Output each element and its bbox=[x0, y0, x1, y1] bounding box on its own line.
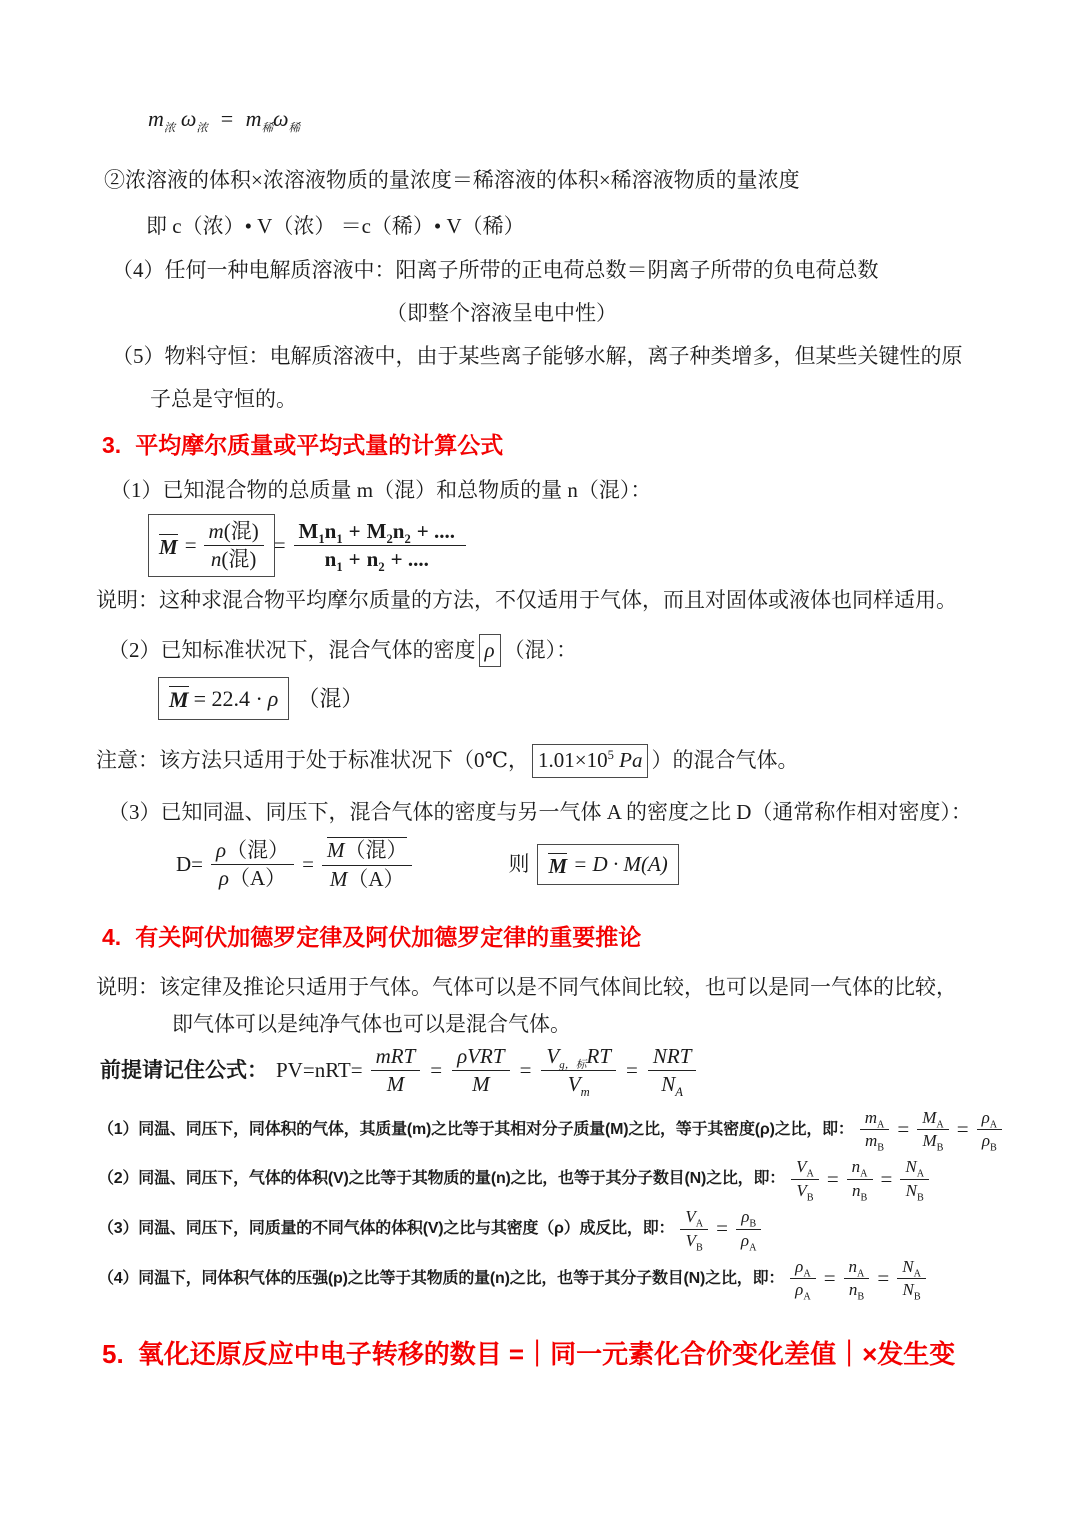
rhovrt-over-m-fraction bbox=[452, 1044, 509, 1097]
den-sub: B bbox=[806, 1192, 814, 1204]
note2-text-pre: 注意：该方法只适用于处于标准状况下（0℃， bbox=[96, 748, 529, 773]
equals-sign: = bbox=[716, 1216, 728, 1241]
den-base: ρ bbox=[740, 1230, 750, 1250]
charge-balance-note: （即整个溶液呈电中性） bbox=[386, 300, 617, 325]
num-base: ρ bbox=[981, 1107, 990, 1127]
num-hun: （混） bbox=[344, 838, 408, 863]
den-N: N bbox=[661, 1072, 676, 1097]
section4-number: 4. bbox=[102, 923, 122, 950]
den-base: m bbox=[865, 1131, 878, 1151]
den-base: n bbox=[851, 1180, 861, 1200]
mass-conservation-line1: （5）物料守恒：电解质溶液中，由于某些离子能够水解，离子种类增多，但某些关键性的原 bbox=[112, 344, 963, 368]
std-density-formula bbox=[158, 677, 1022, 720]
mass-conservation-line2: 子总是守恒的。 bbox=[150, 386, 297, 411]
section3-title: 平均摩尔质量或平均式量的计算公式 bbox=[135, 432, 504, 458]
frac-den: M bbox=[472, 1072, 490, 1097]
pressure-boxed-value bbox=[532, 744, 648, 778]
num-base: V bbox=[685, 1207, 696, 1227]
formula-w1: ω bbox=[180, 106, 197, 131]
den-n1: n bbox=[324, 547, 337, 572]
num-sub: A bbox=[916, 1168, 925, 1180]
formula-equals: = bbox=[219, 106, 235, 131]
den-sub: B bbox=[696, 1241, 703, 1253]
avogadro-corollary-1 bbox=[98, 1108, 1022, 1152]
frac-num: mRT bbox=[371, 1044, 421, 1071]
avogadro-corollary-2 bbox=[98, 1157, 1022, 1204]
formula-w2-sub: 稀 bbox=[288, 122, 300, 135]
num-mbar-hun bbox=[327, 837, 408, 861]
equals-sign: = bbox=[519, 1058, 532, 1083]
num-base: m bbox=[864, 1107, 878, 1127]
corollary-text: （3）同温、同压下，同质量的不同气体的体积(V)之比与其密度（ρ）成反比，即： bbox=[98, 1220, 675, 1238]
avogadro-corollary-4 bbox=[98, 1257, 1022, 1301]
ratio-fraction bbox=[844, 1257, 870, 1301]
plus-dots: + .... bbox=[390, 547, 429, 572]
den-N-sub: A bbox=[675, 1085, 683, 1100]
section5-heading bbox=[102, 1335, 1022, 1374]
molar-mass-ratio-fraction bbox=[322, 837, 413, 891]
num-M: M bbox=[326, 838, 345, 863]
plus-sign: + bbox=[348, 519, 361, 543]
frac-den-hun: (混) bbox=[221, 547, 257, 572]
equals-sign: = bbox=[273, 532, 286, 557]
section3-item2 bbox=[108, 634, 1022, 668]
den-sub: B bbox=[860, 1192, 868, 1204]
mass-fraction-formula bbox=[148, 102, 1022, 135]
m-bar-symbol: M bbox=[159, 534, 178, 559]
frac-den: M bbox=[386, 1072, 405, 1097]
section3-note1: 说明：这种求混合物平均摩尔质量的方法，不仅适用于气体，而且对固体或液体也同样适用。 bbox=[96, 588, 957, 613]
den-rho: ρ bbox=[218, 866, 230, 891]
num-sub: A bbox=[877, 1119, 885, 1131]
conclusion-box bbox=[537, 844, 678, 886]
den-A: （A） bbox=[347, 866, 405, 891]
num-hun: （混） bbox=[226, 837, 290, 862]
equals-sign: = bbox=[823, 1266, 836, 1291]
num-sub: A bbox=[860, 1168, 868, 1180]
formula-w2: ω bbox=[273, 106, 289, 131]
equals-sign: = bbox=[184, 532, 197, 557]
corollary-text: （1）同温、同压下，同体积的气体，其质量(m)之比等于其相对分子质量(M)之比，等于其密度(ρ)之比，即： bbox=[98, 1120, 854, 1138]
then-label: 则 bbox=[508, 851, 530, 876]
ratio-fraction bbox=[897, 1257, 926, 1301]
section3-item3: （3）已知同温、同压下，混合气体的密度与另一气体 A 的密度之比 D（通常称作相对密度）： bbox=[108, 799, 972, 824]
equals-value: = 22.4 · bbox=[193, 686, 263, 712]
section3-heading bbox=[102, 428, 1022, 463]
mass-over-moles-fraction bbox=[204, 519, 264, 572]
ideal-gas-formula-line bbox=[100, 1044, 1022, 1100]
m-bar-symbol: M bbox=[169, 687, 189, 713]
den-M: M bbox=[329, 866, 348, 891]
num-sub: B bbox=[749, 1218, 757, 1230]
num-base: N bbox=[905, 1157, 917, 1177]
den-sub: B bbox=[917, 1192, 924, 1204]
rho-symbol: ρ bbox=[267, 686, 279, 712]
corollary-text: （2）同温、同压下，气体的体积(V)之比等于其物质的量(n)之比，也等于其分子数目(N)之比，即： bbox=[98, 1170, 786, 1188]
den-sub: A bbox=[749, 1241, 757, 1253]
corollary-text: （4）同温下，同体积气体的压强(p)之比等于其物质的量(n)之比，也等于其分子数目(N)之比，即： bbox=[98, 1269, 785, 1287]
frac-num-hun: (混) bbox=[223, 519, 259, 543]
equals-sign: = bbox=[826, 1166, 839, 1191]
num-base: ρ bbox=[741, 1207, 750, 1227]
pressure-exponent: 5 bbox=[607, 748, 614, 763]
section4-title: 有关阿伏加德罗定律及阿伏加德罗定律的重要推论 bbox=[135, 923, 642, 950]
section3-number: 3. bbox=[102, 432, 122, 458]
m-bar-symbol: M bbox=[548, 853, 568, 878]
item2-text-post: （混）： bbox=[503, 637, 578, 662]
rho-boxed-symbol: ρ bbox=[479, 634, 501, 668]
frac-num: NRT bbox=[648, 1044, 697, 1071]
formula-m1: m bbox=[148, 106, 164, 131]
num-sub: A bbox=[989, 1119, 998, 1131]
relative-density-formula bbox=[176, 837, 1022, 891]
charge-balance-item: （4）任何一种电解质溶液中：阳离子所带的正电荷总数＝阴离子所带的负电荷总数 bbox=[112, 258, 879, 282]
den-sub: B bbox=[936, 1142, 944, 1154]
num-sub: A bbox=[806, 1168, 814, 1180]
den-sub: B bbox=[857, 1291, 865, 1303]
ratio-fraction bbox=[977, 1108, 1003, 1152]
formula-m1-sub: 浓 bbox=[163, 122, 176, 135]
num-M1: M bbox=[298, 519, 319, 543]
section4-heading bbox=[102, 920, 1022, 955]
num-sub: A bbox=[936, 1119, 944, 1131]
den-base: M bbox=[922, 1131, 937, 1151]
num-sub: A bbox=[913, 1268, 921, 1280]
num-M2-sub: 2 bbox=[386, 532, 393, 547]
weighted-average-fraction bbox=[294, 519, 466, 575]
den-V-sub: m bbox=[580, 1085, 590, 1100]
equals-sign: = bbox=[880, 1166, 893, 1191]
equals-sign: = bbox=[897, 1116, 910, 1141]
num-base: M bbox=[922, 1107, 937, 1127]
den-sub: B bbox=[913, 1291, 921, 1303]
den-sub: A bbox=[803, 1291, 811, 1303]
num-n1: n bbox=[324, 519, 337, 543]
avg-molar-mass-formula bbox=[148, 514, 1022, 577]
equals-sign: = bbox=[302, 851, 314, 876]
ratio-fraction bbox=[900, 1157, 929, 1204]
den-n2: n bbox=[366, 547, 379, 572]
num-sub: A bbox=[857, 1268, 865, 1280]
den-base: n bbox=[848, 1280, 858, 1300]
num-M1-sub: 1 bbox=[318, 532, 325, 547]
rho-ratio-fraction bbox=[211, 838, 294, 891]
den-base: ρ bbox=[795, 1280, 804, 1300]
frac-den-n: n bbox=[210, 547, 222, 572]
d-lead: D= bbox=[176, 851, 204, 876]
den-sub: B bbox=[877, 1142, 885, 1154]
vstd-over-vm-fraction bbox=[541, 1044, 616, 1100]
ratio-fraction bbox=[680, 1207, 708, 1251]
pv-lead: PV=nRT= bbox=[276, 1058, 363, 1083]
num-V-sub: g，标 bbox=[559, 1059, 587, 1072]
num-rho: ρ bbox=[216, 837, 227, 862]
num-base: n bbox=[851, 1157, 861, 1177]
dilution-volume-rule-line: ②浓溶液的体积×浓溶液物质的量浓度＝稀溶液的体积×稀溶液物质的量浓度 bbox=[104, 168, 800, 192]
formula-m2: m bbox=[245, 106, 262, 131]
frac-num: ρVRT bbox=[452, 1044, 509, 1071]
std-density-box bbox=[158, 677, 289, 720]
section3-item1: （1）已知混合物的总质量 m（混）和总物质的量 n（混）： bbox=[110, 477, 652, 502]
den-A: （A） bbox=[229, 866, 287, 891]
pressure-unit: Pa bbox=[619, 748, 643, 773]
num-n1-sub: 1 bbox=[336, 532, 343, 547]
avogadro-corollary-3 bbox=[98, 1207, 1022, 1251]
num-base: N bbox=[902, 1256, 914, 1276]
mrt-over-m-fraction bbox=[371, 1044, 421, 1097]
num-M2: M bbox=[366, 519, 387, 543]
num-base: V bbox=[796, 1157, 807, 1177]
section3-note2 bbox=[96, 744, 1022, 778]
num-base: n bbox=[848, 1256, 858, 1276]
section5-title: 氧化还原反应中电子转移的数目 =｜同一元素化合价变化差值｜×发生变 bbox=[137, 1338, 956, 1369]
ratio-fraction bbox=[860, 1108, 890, 1152]
den-V: V bbox=[567, 1072, 581, 1097]
equals-sign: = bbox=[430, 1058, 443, 1083]
den-sub: B bbox=[990, 1142, 997, 1154]
pressure-base: 1.01×10 bbox=[538, 748, 608, 773]
equals-sign: = bbox=[877, 1266, 890, 1291]
avg-molar-mass-box bbox=[148, 514, 275, 577]
num-V: V bbox=[546, 1044, 560, 1069]
section4-note-line1: 说明：该定律及推论只适用于气体。气体可以是不同气体间比较，也可以是同一气体的比较， bbox=[96, 975, 957, 1000]
num-sub: A bbox=[803, 1268, 811, 1280]
den-base: V bbox=[796, 1180, 807, 1200]
num-RT: RT bbox=[586, 1044, 612, 1069]
equals-sign: = bbox=[956, 1116, 969, 1141]
premise-label: 前提请记住公式： bbox=[100, 1059, 268, 1083]
ratio-fraction bbox=[791, 1157, 819, 1204]
plus-dots: + .... bbox=[416, 519, 455, 543]
den-base: N bbox=[902, 1280, 914, 1300]
den-base: ρ bbox=[981, 1131, 991, 1151]
num-sub: A bbox=[695, 1218, 704, 1230]
ratio-fraction bbox=[917, 1108, 949, 1152]
den-n2-sub: 2 bbox=[378, 560, 385, 575]
den-base: V bbox=[685, 1230, 696, 1250]
ratio-fraction bbox=[736, 1207, 762, 1251]
den-base: N bbox=[905, 1180, 917, 1200]
num-base: ρ bbox=[795, 1256, 804, 1276]
cv-equation-line: 即 c（浓）• V（浓） ＝c（稀）• V（稀） bbox=[146, 213, 525, 238]
num-n2-sub: 2 bbox=[404, 532, 411, 547]
equals-sign: = bbox=[626, 1058, 638, 1083]
den-n1-sub: 1 bbox=[336, 560, 343, 575]
ratio-fraction bbox=[790, 1257, 816, 1301]
formula-m2-sub: 稀 bbox=[261, 122, 273, 135]
ratio-fraction bbox=[847, 1157, 873, 1204]
frac-num-m: m bbox=[208, 519, 224, 543]
section5-number: 5. bbox=[102, 1338, 124, 1369]
conclusion-expression: = D · M(A) bbox=[573, 851, 668, 876]
formula-w1-sub: 浓 bbox=[196, 122, 208, 135]
num-n2: n bbox=[392, 519, 405, 543]
section4-note-line2: 即气体可以是纯净气体也可以是混合气体。 bbox=[172, 1011, 571, 1036]
nrt-over-na-fraction bbox=[648, 1044, 697, 1100]
hun-suffix: （混） bbox=[297, 686, 364, 712]
plus-sign: + bbox=[348, 547, 361, 572]
note2-text-post: ）的混合气体。 bbox=[651, 748, 799, 773]
item2-text-pre: （2）已知标准状况下，混合气体的密度 bbox=[108, 637, 476, 662]
